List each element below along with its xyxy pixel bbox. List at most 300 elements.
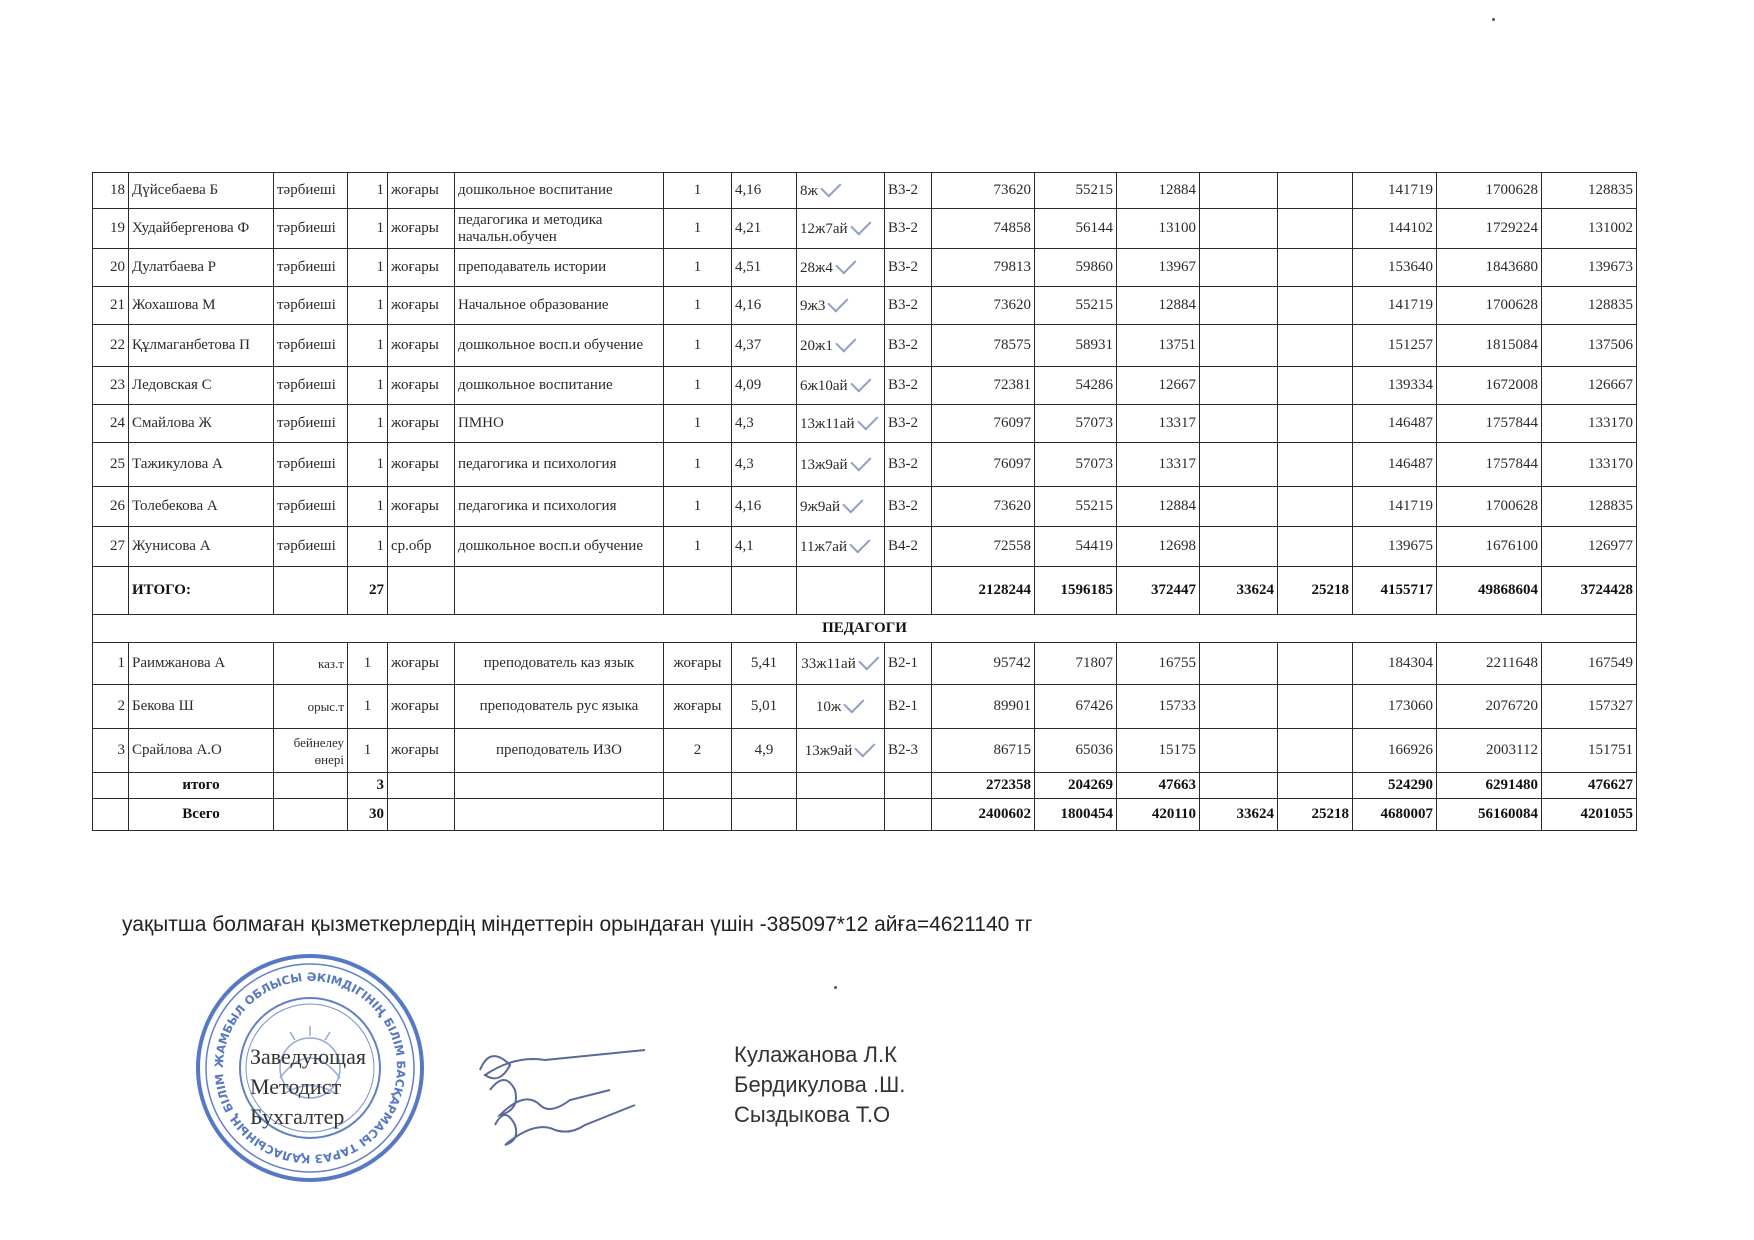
education: жоғары [388,367,455,405]
rate: 1 [348,325,388,367]
empty-cell [797,567,885,615]
section-title: ПЕДАГОГИ [93,615,1637,643]
totals-label: Всего [129,799,274,831]
amount-2: 54286 [1035,367,1117,405]
amount-5 [1278,325,1353,367]
monthly-total: 144102 [1353,209,1437,249]
amount-8: 167549 [1542,643,1637,685]
employee-name: Смайлова Ж [129,405,274,443]
table-row [93,325,1637,367]
coefficient: 4,21 [732,209,797,249]
amount-4 [1200,325,1278,367]
position: орыс.т [274,685,348,729]
coefficient: 4,37 [732,325,797,367]
totals-label: ИТОГО: [129,567,274,615]
table-row [93,405,1637,443]
amount-8: 151751 [1542,729,1637,773]
annual-total: 1672008 [1437,367,1542,405]
totals-c4: 33624 [1200,799,1278,831]
table-row [93,209,1637,249]
annual-total: 1676100 [1437,527,1542,567]
row-number: 19 [93,209,129,249]
amount-3: 13751 [1117,325,1200,367]
experience-text: 8ж [800,182,818,199]
empty-cell [885,567,932,615]
grade: В2-3 [885,729,932,773]
amount-8: 131002 [1542,209,1637,249]
amount-4 [1200,527,1278,567]
education: жоғары [388,729,455,773]
rate: 1 [348,405,388,443]
grade: В3-2 [885,367,932,405]
totals-c7: 49868604 [1437,567,1542,615]
position: тәрбиеші [274,287,348,325]
totals-count: 3 [348,773,388,799]
scan-speck [1492,18,1495,21]
annual-total: 2003112 [1437,729,1542,773]
empty-cell [93,567,129,615]
salary-base: 86715 [932,729,1035,773]
scan-speck [834,986,837,989]
totals-c8: 3724428 [1542,567,1637,615]
row-number: 3 [93,729,129,773]
salary-base: 72381 [932,367,1035,405]
experience-text: 28ж4 [800,259,833,276]
salary-base: 76097 [932,405,1035,443]
checkmark-icon [849,532,870,553]
monthly-total: 141719 [1353,287,1437,325]
position: тәрбиеші [274,527,348,567]
specialty: дошкольное воспитание [455,173,664,209]
row-number: 22 [93,325,129,367]
totals-c2: 1800454 [1035,799,1117,831]
amount-2: 58931 [1035,325,1117,367]
amount-5 [1278,209,1353,249]
table-row [93,249,1637,287]
monthly-total: 173060 [1353,685,1437,729]
employee-name: Дүйсебаева Б [129,173,274,209]
empty-cell [664,567,732,615]
rate: 1 [348,287,388,325]
specialty: дошкольное восп.и обучение [455,527,664,567]
amount-5 [1278,249,1353,287]
rate: 1 [348,685,388,729]
experience-text: 13ж9ай [800,456,848,473]
totals-c2: 204269 [1035,773,1117,799]
empty-cell [732,567,797,615]
position: тәрбиеші [274,325,348,367]
monthly-total: 166926 [1353,729,1437,773]
name-head: Кулажанова Л.К [734,1042,897,1067]
annual-total: 1700628 [1437,487,1542,527]
annual-total: 1700628 [1437,287,1542,325]
salary-base: 95742 [932,643,1035,685]
amount-3: 15175 [1117,729,1200,773]
grade: В2-1 [885,643,932,685]
rate: 1 [348,527,388,567]
category: 1 [664,527,732,567]
coefficient: 5,01 [732,685,797,729]
checkmark-icon [850,450,871,471]
employee-name: Бекова Ш [129,685,274,729]
position: тәрбиеші [274,209,348,249]
education: жоғары [388,287,455,325]
row-number: 26 [93,487,129,527]
grade: В4-2 [885,527,932,567]
totals-row [93,773,1637,799]
table-row [93,685,1637,729]
row-number: 2 [93,685,129,729]
empty-cell [455,567,664,615]
amount-5 [1278,443,1353,487]
grade: В3-2 [885,443,932,487]
rate: 1 [348,367,388,405]
amount-2: 67426 [1035,685,1117,729]
amount-2: 57073 [1035,405,1117,443]
empty-cell [664,799,732,831]
totals-c5 [1278,773,1353,799]
amount-8: 128835 [1542,287,1637,325]
totals-c1: 2400602 [932,799,1035,831]
employee-name: Тажикулова А [129,443,274,487]
amount-5 [1278,527,1353,567]
coefficient: 4,3 [732,405,797,443]
coefficient: 4,9 [732,729,797,773]
specialty: преподователь каз язык [455,643,664,685]
checkmark-icon [828,291,849,312]
empty-cell [388,799,455,831]
rate: 1 [348,209,388,249]
grade: В3-2 [885,173,932,209]
category: жоғары [664,643,732,685]
specialty: Начальное образование [455,287,664,325]
stamp-ring-text: ЖАМБЫЛ ОБЛЫСЫ ӘКІМДІГІНІҢ БІЛІМ БАСҚАРМАСЫ ТАРАЗ ҚАЛАСЫНЫҢ БІЛІМ [211,969,409,1167]
category: 2 [664,729,732,773]
amount-8: 157327 [1542,685,1637,729]
coefficient: 4,16 [732,173,797,209]
totals-count: 27 [348,567,388,615]
position: тәрбиеші [274,249,348,287]
employee-name: Дулатбаева Р [129,249,274,287]
totals-c1: 2128244 [932,567,1035,615]
experience-text: 6ж10ай [800,377,848,394]
position: каз.т [274,643,348,685]
amount-5 [1278,685,1353,729]
experience-text: 11ж7ай [800,538,847,555]
checkmark-icon [855,736,876,757]
salary-base: 73620 [932,487,1035,527]
specialty: ПМНО [455,405,664,443]
annual-total: 1757844 [1437,405,1542,443]
experience-text: 10ж [815,698,842,715]
education: жоғары [388,249,455,287]
education: жоғары [388,173,455,209]
salary-base: 73620 [932,173,1035,209]
empty-cell [732,799,797,831]
monthly-total: 139675 [1353,527,1437,567]
experience [797,367,885,405]
monthly-total: 184304 [1353,643,1437,685]
table-body [93,173,1637,831]
checkmark-icon [843,692,864,713]
rate: 1 [348,443,388,487]
totals-c3: 47663 [1117,773,1200,799]
rate: 1 [348,487,388,527]
amount-3: 15733 [1117,685,1200,729]
signatory-names [734,1040,905,1130]
totals-c4 [1200,773,1278,799]
row-number: 18 [93,173,129,209]
amount-8: 126667 [1542,367,1637,405]
monthly-total: 141719 [1353,173,1437,209]
amount-4 [1200,487,1278,527]
signatory-roles [250,1042,366,1132]
experience-text: 20ж1 [800,337,833,354]
totals-row [93,799,1637,831]
annual-total: 1843680 [1437,249,1542,287]
category: 1 [664,405,732,443]
salary-base: 78575 [932,325,1035,367]
salary-table-container [92,172,1636,831]
coefficient: 4,09 [732,367,797,405]
experience [797,685,885,729]
amount-8: 133170 [1542,405,1637,443]
employee-name: Худайбергенова Ф [129,209,274,249]
salary-base: 74858 [932,209,1035,249]
amount-2: 55215 [1035,287,1117,325]
amount-4 [1200,209,1278,249]
employee-name: Толебекова А [129,487,274,527]
category: 1 [664,325,732,367]
position: тәрбиеші [274,367,348,405]
salary-base: 79813 [932,249,1035,287]
coefficient: 4,16 [732,487,797,527]
empty-cell [797,773,885,799]
totals-c5: 25218 [1278,799,1353,831]
coefficient: 4,1 [732,527,797,567]
amount-2: 56144 [1035,209,1117,249]
empty-cell [455,773,664,799]
position: тәрбиеші [274,443,348,487]
table-row [93,173,1637,209]
category: 1 [664,287,732,325]
amount-3: 12884 [1117,487,1200,527]
section-header-row [93,615,1637,643]
totals-c2: 1596185 [1035,567,1117,615]
category: жоғары [664,685,732,729]
table-row [93,443,1637,487]
amount-4 [1200,173,1278,209]
experience [797,443,885,487]
grade: В3-2 [885,209,932,249]
amount-3: 16755 [1117,643,1200,685]
education: жоғары [388,685,455,729]
amount-5 [1278,729,1353,773]
empty-cell [885,799,932,831]
employee-name: Құлмаганбетова П [129,325,274,367]
specialty: преподаватель истории [455,249,664,287]
monthly-total: 139334 [1353,367,1437,405]
salary-base: 72558 [932,527,1035,567]
annual-total: 1700628 [1437,173,1542,209]
grade: В2-1 [885,685,932,729]
amount-3: 12884 [1117,287,1200,325]
row-number: 21 [93,287,129,325]
employee-name: Жунисова А [129,527,274,567]
salary-base: 73620 [932,287,1035,325]
row-number: 25 [93,443,129,487]
checkmark-icon [835,331,856,352]
annual-total: 2076720 [1437,685,1542,729]
signature-icon [470,1030,660,1160]
annual-total: 1729224 [1437,209,1542,249]
totals-c3: 372447 [1117,567,1200,615]
amount-8: 128835 [1542,487,1637,527]
totals-c5: 25218 [1278,567,1353,615]
table-row [93,487,1637,527]
footnote: уақытша болмаған қызметкерлердің міндеттерін орындаған үшін -385097*12 айға=4621140 тг [122,913,1033,936]
handwritten-signatures [470,1030,660,1160]
empty-cell [274,567,348,615]
experience-text: 13ж9ай [804,742,853,759]
amount-3: 12698 [1117,527,1200,567]
empty-cell [797,799,885,831]
specialty: дошкольное восп.и обучение [455,325,664,367]
experience [797,405,885,443]
coefficient: 4,51 [732,249,797,287]
specialty: педагогика и психология [455,487,664,527]
rate: 1 [348,173,388,209]
experience-text: 9ж3 [800,297,826,314]
totals-c3: 420110 [1117,799,1200,831]
rate: 1 [348,249,388,287]
experience-text: 12ж7ай [800,220,848,237]
monthly-total: 151257 [1353,325,1437,367]
position: тәрбиеші [274,173,348,209]
empty-cell [455,799,664,831]
amount-2: 55215 [1035,487,1117,527]
table-row [93,729,1637,773]
empty-cell [664,773,732,799]
employee-name: Раимжанова А [129,643,274,685]
amount-4 [1200,685,1278,729]
monthly-total: 146487 [1353,405,1437,443]
row-number: 27 [93,527,129,567]
amount-2: 59860 [1035,249,1117,287]
rate: 1 [348,729,388,773]
checkmark-icon [858,649,879,670]
amount-2: 55215 [1035,173,1117,209]
education: ср.обр [388,527,455,567]
amount-8: 126977 [1542,527,1637,567]
employee-name: Ледовская С [129,367,274,405]
coefficient: 4,3 [732,443,797,487]
totals-c6: 4155717 [1353,567,1437,615]
amount-4 [1200,643,1278,685]
category: 1 [664,209,732,249]
position: бейнелеу өнері [274,729,348,773]
specialty: педагогика и методика начальн.обучен [455,209,664,249]
role-methodist: Методист [250,1074,342,1099]
category: 1 [664,443,732,487]
specialty: дошкольное воспитание [455,367,664,405]
grade: В3-2 [885,249,932,287]
totals-c7: 6291480 [1437,773,1542,799]
amount-3: 13967 [1117,249,1200,287]
employee-name: Срайлова А.О [129,729,274,773]
category: 1 [664,367,732,405]
grade: В3-2 [885,287,932,325]
experience [797,249,885,287]
annual-total: 1815084 [1437,325,1542,367]
amount-5 [1278,405,1353,443]
empty-cell [388,567,455,615]
amount-4 [1200,405,1278,443]
position: тәрбиеші [274,487,348,527]
checkmark-icon [835,253,856,274]
table-row [93,287,1637,325]
amount-5 [1278,367,1353,405]
monthly-total: 141719 [1353,487,1437,527]
row-number: 23 [93,367,129,405]
empty-cell [885,773,932,799]
checkmark-icon [850,371,871,392]
role-head: Заведующая [250,1044,366,1069]
empty-cell [274,773,348,799]
amount-8: 137506 [1542,325,1637,367]
amount-5 [1278,287,1353,325]
table-row [93,527,1637,567]
totals-row [93,567,1637,615]
totals-c8: 476627 [1542,773,1637,799]
amount-2: 71807 [1035,643,1117,685]
category: 1 [664,249,732,287]
amount-4 [1200,367,1278,405]
education: жоғары [388,209,455,249]
experience-text: 33ж11ай [801,655,856,672]
amount-5 [1278,643,1353,685]
education: жоғары [388,487,455,527]
totals-c7: 56160084 [1437,799,1542,831]
category: 1 [664,487,732,527]
salary-table [92,172,1637,831]
experience [797,527,885,567]
name-accountant: Сыздыкова Т.О [734,1102,891,1127]
amount-2: 65036 [1035,729,1117,773]
coefficient: 5,41 [732,643,797,685]
experience [797,287,885,325]
rate: 1 [348,643,388,685]
amount-2: 57073 [1035,443,1117,487]
row-number: 1 [93,643,129,685]
row-number: 24 [93,405,129,443]
amount-3: 13317 [1117,443,1200,487]
totals-c6: 4680007 [1353,799,1437,831]
specialty: преподователь ИЗО [455,729,664,773]
totals-c8: 4201055 [1542,799,1637,831]
empty-cell [388,773,455,799]
amount-5 [1278,487,1353,527]
grade: В3-2 [885,325,932,367]
experience [797,209,885,249]
amount-3: 12667 [1117,367,1200,405]
education: жоғары [388,643,455,685]
amount-3: 12884 [1117,173,1200,209]
name-methodist: Бердикулова .Ш. [734,1072,906,1097]
employee-name: Жохашова М [129,287,274,325]
checkmark-icon [850,214,871,235]
education: жоғары [388,325,455,367]
